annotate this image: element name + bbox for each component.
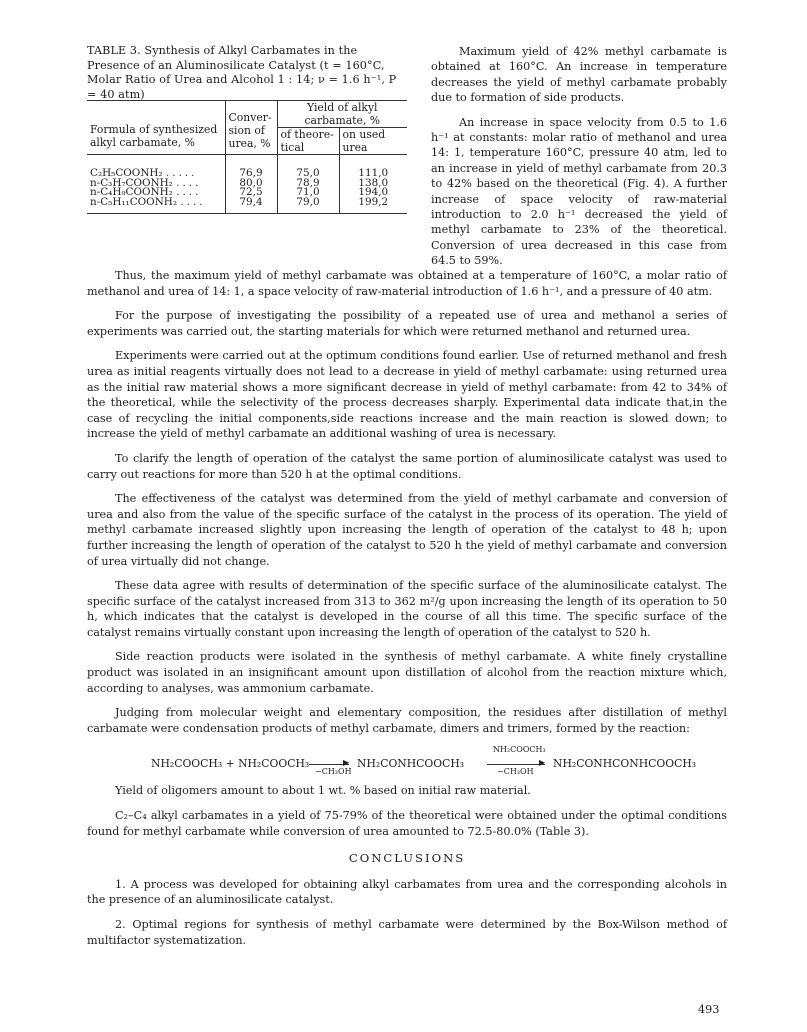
eq-product-1: NH₂CONHCOOCH₃ — [357, 757, 465, 771]
paragraph: These data agree with results of determination of the specific surface of the aluminosilicate catalyst. The specific surface of the catalyst increased from 313 to 362 m²/g upon increasing the length of its operation to 50 h, which indicates that the catalyst is developed in the course of all this time. The specific surface of the catalyst remains virtually constant upon increasing the length of operation of the catalyst to 520 h. — [87, 579, 727, 639]
theoretical-cell: 79,0 — [277, 198, 339, 208]
eq-product-2: NH₂CONHCONHCOOCH₃ — [553, 757, 697, 771]
paragraph: Judging from molecular weight and elementary composition, the residues after distillation of methyl carbamate were condensation products of methyl carbamate, dimers and trimers, formed by the reaction: — [87, 706, 727, 735]
conclusion-2: 2. Optimal regions for synthesis of methyl carbamate were determined by the Box-Wilson method of multifactor systematization. — [87, 918, 727, 947]
right-paragraph-2: An increase in space velocity from 0.5 to 1.6 h⁻¹ at constants: molar ratio of methanol and urea 14: 1, temperature 160°C, pressure 40 atm, led to an increase in yield of methyl carbamate from 20.3 to 42% based on the theoretical (Fig. 4). A further increase of space velocity of raw-material introduction to 2.0 h⁻¹ decreased the yield of methyl carbamate to 23% of the theoretical. Conversion of urea decreased in this case from 64.5 to 59%. — [431, 115, 727, 268]
arrow-head-icon: ▶ — [343, 758, 350, 768]
conclusion-1: 1. A process was developed for obtaining alkyl carbamates from urea and the corresponding alcohols in the presence of an aluminosilicate catalyst. — [87, 877, 727, 907]
page-number: 493 — [698, 1003, 720, 1016]
arrow-head-icon: ▶ — [539, 758, 546, 768]
paragraph: Side reaction products were isolated in the synthesis of methyl carbamate. A white finely crystalline product was isolated in an insignificant amount upon distillation of alcohol from the reaction mixture which, according to analyses, was ammonium carbamate. — [87, 650, 727, 695]
formula-cell: n-C₃H₇COONH₂ — [90, 176, 173, 189]
table-caption: TABLE 3. Synthesis of Alkyl Carbamates in the Presence of an Aluminosilicate Catalyst (t = 160°C, Molar Ratio of Urea and Alcohol 1 : 14; ν = 1.6 h⁻¹, P = 40 atm) — [87, 44, 397, 102]
header-formula: Formula of synthesized alkyl carbamate, % — [90, 122, 218, 149]
table-caption-block — [87, 44, 407, 103]
conclusions-heading: CONCLUSIONS — [348, 851, 466, 866]
eq-above-2: NH₂COOCH₃ — [493, 745, 546, 755]
eq-below-1: −CH₃OH — [315, 767, 352, 777]
theoretical-cell: 75,0 — [277, 169, 339, 179]
table-3 — [87, 100, 407, 214]
theoretical-cell: 71,0 — [277, 188, 339, 198]
theoretical-cell: 78,9 — [277, 179, 339, 189]
header-yield-theoretical: of theore-tical — [277, 128, 339, 155]
conversion-cell: 80,0 — [225, 179, 277, 189]
header-yield: Yield of alkyl carbamate, % — [277, 101, 407, 128]
conversion-cell: 76,9 — [225, 169, 277, 179]
paragraph: Experiments were carried out at the optimum conditions found earlier. Use of returned methanol and fresh urea as initial reagents virtually does not lead to a decrease in yield of methyl carbamate: using returned urea as the initial raw material shows a more significant decrease in yield of methyl carbamate: from 42 to 34% of the theoretical, while the selectivity of the process decreases sharply. Experimental data indicate that,in the case of recycling the initial components,side reactions increase and the main reaction is slowed down; to increase the yield of methyl carbamate an additional washing of urea is necessary. — [87, 349, 727, 441]
used-urea-cell: 111,0 — [358, 167, 389, 179]
eq-arrow-2 — [487, 764, 545, 765]
reaction-equation — [87, 745, 727, 779]
used-urea-cell: 199,2 — [358, 195, 389, 208]
right-paragraph-1: Maximum yield of 42% methyl carbamate is obtained at 160°C. An increase in temperature decreases the yield of methyl carbamate probably due to formation of side products. — [431, 45, 727, 105]
right-column — [431, 44, 727, 269]
eq-below-2: −CH₃OH — [497, 767, 534, 777]
table-row: C₂H₅COONH₂ ..... 76,9 75,0 111,0 — [87, 169, 407, 179]
conversion-cell: 72,5 — [225, 188, 277, 198]
table-row: n-C₄H₉COONH₂ .... 72,5 71,0 194,0 — [87, 188, 407, 198]
used-urea-cell: 194,0 — [358, 186, 389, 199]
header-conversion: Conver-sion of urea, % — [225, 101, 277, 154]
formula-cell: C₂H₅COONH₂ — [90, 167, 163, 179]
table-row: n-C₃H₇COONH₂ .... 80,0 78,9 138,0 — [87, 179, 407, 189]
formula-cell: n-C₅H₁₁COONH₂ — [90, 195, 178, 208]
body-text — [87, 268, 727, 957]
used-urea-cell: 138,0 — [358, 176, 389, 189]
paragraph: The effectiveness of the catalyst was determined from the yield of methyl carbamate and conversion of urea and also from the value of the specific surface of the catalyst in the process of its operation. The yield of methyl carbamate increased slightly upon increasing the length of operation of the catalyst to 48 h; upon further increasing the length of operation of the catalyst to 520 h the yield of methyl carbamate and conversion of urea virtually did not change. — [87, 492, 727, 568]
paragraph: Yield of oligomers amount to about 1 wt. % based on initial raw material. — [115, 784, 531, 798]
paragraph: Thus, the maximum yield of methyl carbamate was obtained at a temperature of 160°C, a molar ratio of methanol and urea of 14: 1, a space velocity of raw-material introduction of 1.6 h⁻¹, and a pressure of 40 atm. — [87, 269, 727, 298]
header-yield-urea: on used urea — [342, 128, 386, 154]
conversion-cell: 79,4 — [225, 198, 277, 208]
paragraph: To clarify the length of operation of the catalyst the same portion of aluminosilicate catalyst was used to carry out reactions for more than 520 h at the optimal conditions. — [87, 451, 727, 481]
paragraph: For the purpose of investigating the possibility of a repeated use of urea and methanol a series of experiments was carried out, the starting materials for which were returned methanol and returned urea. — [87, 309, 727, 338]
paragraph: C₂–C₄ alkyl carbamates in a yield of 75-79% of the theoretical were obtained under the optimal conditions found for methyl carbamate while conversion of urea amounted to 72.5-80.0% (Table 3). — [87, 809, 727, 838]
eq-reactants: NH₂COOCH₃ + NH₂COOCH₃ — [151, 757, 310, 771]
table-row: n-C₅H₁₁COONH₂ .... 79,4 79,0 199,2 — [87, 198, 407, 208]
formula-cell: n-C₄H₉COONH₂ — [90, 186, 173, 199]
